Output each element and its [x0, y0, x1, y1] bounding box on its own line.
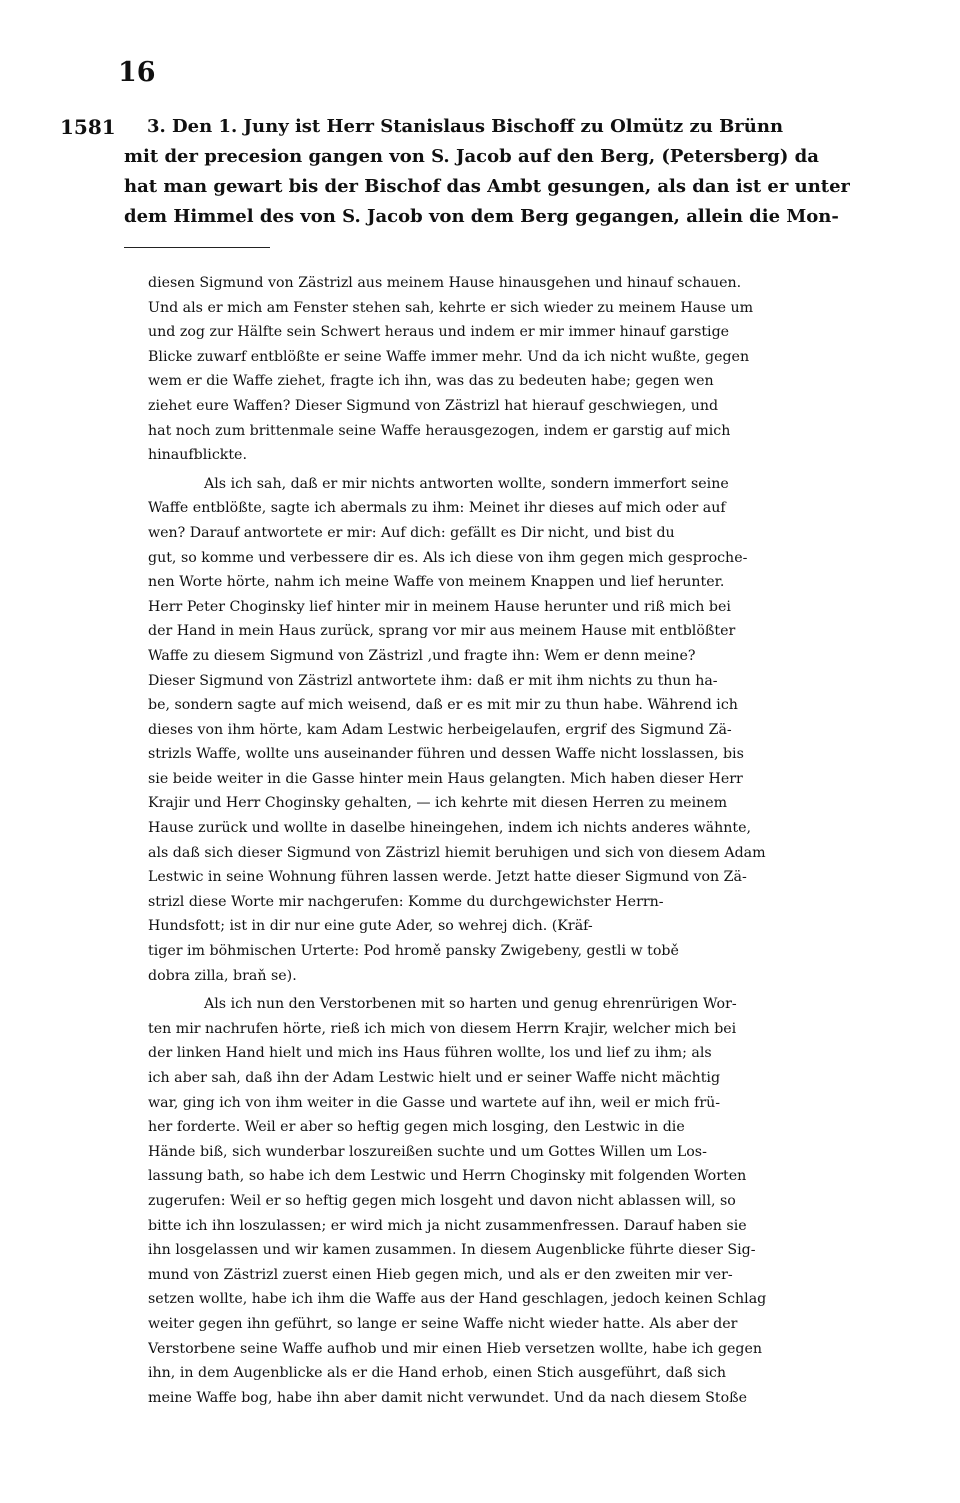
text-line: war, ging ich von ihm weiter in die Gasse und wartete auf ihn, weil er mich frü- [148, 1094, 721, 1111]
paragraph-2 [148, 472, 844, 988]
text-line: dieses von ihm hörte, kam Adam Lestwic herbeigelaufen, ergrif des Sigmund Zä- [148, 721, 732, 738]
text-line: Krajir und Herr Choginsky gehalten, — ich kehrte mit diesen Herren zu meinem [148, 795, 728, 812]
text-line: bitte ich ihn loszulassen; er wird mich ja nicht zusammenfressen. Darauf haben sie [148, 1217, 747, 1234]
text-line: Hände biß, sich wunderbar loszureißen suchte und um Gottes Willen um Los- [148, 1143, 707, 1160]
text-line: Und als er mich am Fenster stehen sah, kehrte er sich wieder zu meinem Hause um [148, 299, 754, 316]
text-line: als daß sich dieser Sigmund von Zästrizl hiemit beruhigen und sich von diesem Adam [148, 844, 766, 861]
text-line: be, sondern sagte auf mich weisend, daß er es mit mir zu thun habe. Während ich [148, 697, 738, 714]
chronicle-entry [124, 112, 850, 232]
text-line: ten mir nachrufen hörte, rieß ich mich von diesem Herrn Krajir, welcher mich bei [148, 1020, 737, 1037]
text-line: ich aber sah, daß ihn der Adam Lestwic hielt und er seiner Waffe nicht mächtig [148, 1070, 721, 1086]
text-line: hinaufblickte. [148, 447, 247, 464]
text-line: sie beide weiter in die Gasse hinter mein Haus gelangten. Mich haben dieser Herr [148, 770, 743, 787]
text-line: Dieser Sigmund von Zästrizl antwortete ihm: daß er mit ihm nichts zu thun ha- [148, 672, 718, 689]
entry-line: mit der precesion gangen von S. Jacob auf den Berg, (Petersberg) da [124, 146, 819, 167]
text-line: der Hand in mein Haus zurück, sprang vor mir aus meinem Hause mit entblößter [148, 623, 736, 640]
text-line: ziehet eure Waffen? Dieser Sigmund von Zästrizl hat hierauf geschwiegen, und [148, 397, 719, 414]
text-line: Hause zurück und wollte in daselbe hineingehen, indem ich nichts anderes wähnte, [148, 820, 751, 837]
entry-line: 3. Den 1. Juny ist Herr Stanislaus Bischoff zu Olmütz zu Brünn [147, 116, 784, 137]
paragraph-3 [148, 992, 844, 1410]
text-line: nen Worte hörte, nahm ich meine Waffe von meinem Knappen und lief herunter. [148, 574, 725, 591]
text-line: ihn, in dem Augenblicke als er die Hand erhob, einen Stich ausgeführt, daß sich [148, 1365, 727, 1382]
text-line: lassung bath, so habe ich dem Lestwic und Herrn Choginsky mit folgenden Worten [148, 1168, 747, 1185]
text-line: her forderte. Weil er aber so heftig gegen mich losging, den Lestwic in die [148, 1119, 685, 1136]
text-line: mund von Zästrizl zuerst einen Hieb gegen mich, und als er den zweiten mir ver- [148, 1266, 733, 1283]
text-line: wen? Darauf antwortete er mir: Auf dich: gefällt es Dir nicht, und bist du [148, 524, 675, 541]
footnote-divider [124, 247, 270, 248]
text-line: tiger im böhmischen Urterte: Pod hromě pansky Zwigebeny, gestli w tobě [148, 943, 679, 960]
text-line: meine Waffe bog, habe ihn aber damit nicht verwundet. Und da nach diesem Stoße [148, 1389, 748, 1406]
entry-line: hat man gewart bis der Bischof das Ambt gesungen, als dan ist er unter [124, 176, 850, 197]
text-line: Lestwic in seine Wohnung führen lassen werde. Jetzt hatte dieser Sigmund von Zä- [148, 869, 747, 886]
paragraph-1 [148, 271, 844, 468]
text-line: der linken Hand hielt und mich ins Haus führen wollte, los und lief zu ihm; als [148, 1045, 712, 1062]
text-line: Herr Peter Choginsky lief hinter mir in meinem Hause herunter und riß mich bei [148, 598, 731, 615]
text-line: dobra zilla, braň se). [148, 967, 297, 984]
text-line: und zog zur Hälfte sein Schwert heraus und indem er mir immer hinauf garstige [148, 324, 730, 341]
text-line: Verstorbene seine Waffe aufhob und mir einen Hieb versetzen wollte, habe ich gegen [148, 1340, 763, 1357]
text-line: gut, so komme und verbessere dir es. Als ich diese von ihm gegen mich gesproche- [148, 549, 748, 566]
text-line: Waffe entblößte, sagte ich abermals zu ihm: Meinet ihr dieses auf mich oder auf [148, 500, 726, 517]
text-line: diesen Sigmund von Zästrizl aus meinem Hause hinausgehen und hinauf schauen. [148, 275, 742, 291]
text-line: strizls Waffe, wollte uns auseinander führen und dessen Waffe nicht losslassen, bis [148, 746, 744, 763]
text-line: zugerufen: Weil er so heftig gegen mich losgeht und davon nicht ablassen will, so [148, 1192, 736, 1209]
page-number: 16 [118, 57, 156, 88]
text-line: ihn losgelassen und wir kamen zusammen. In diesem Augenblicke führte dieser Sig- [148, 1242, 756, 1259]
text-line: Hundsfott; ist in dir nur eine gute Ader, so wehrej dich. (Kräf- [148, 918, 593, 935]
text-line: Blicke zuwarf entblößte er seine Waffe immer mehr. Und da ich nicht wußte, gegen [148, 348, 750, 365]
text-line: weiter gegen ihn geführt, so lange er seine Waffe nicht wieder hatte. Als aber der [148, 1315, 738, 1332]
entry-line: dem Himmel des von S. Jacob von dem Berg gegangen, allein die Mon- [124, 206, 839, 227]
text-line: hat noch zum brittenmale seine Waffe herausgezogen, indem er garstig auf mich [148, 422, 731, 439]
year-marginal: 1581 [60, 115, 116, 139]
footnote-text [148, 271, 844, 1410]
text-line: Als ich sah, daß er mir nichts antworten wollte, sondern immerfort seine [204, 475, 729, 492]
text-line: Als ich nun den Verstorbenen mit so harten und genug ehrenrürigen Wor- [204, 996, 737, 1013]
text-line: strizl diese Worte mir nachgerufen: Komme du durchgewichster Herrn- [148, 893, 664, 910]
text-line: wem er die Waffe ziehet, fragte ich ihn, was das zu bedeuten habe; gegen wen [148, 373, 714, 390]
text-line: Waffe zu diesem Sigmund von Zästrizl ,und fragte ihn: Wem er denn meine? [148, 647, 696, 664]
text-line: setzen wollte, habe ich ihm die Waffe aus der Hand geschlagen, jedoch keinen Schlag [148, 1291, 767, 1308]
